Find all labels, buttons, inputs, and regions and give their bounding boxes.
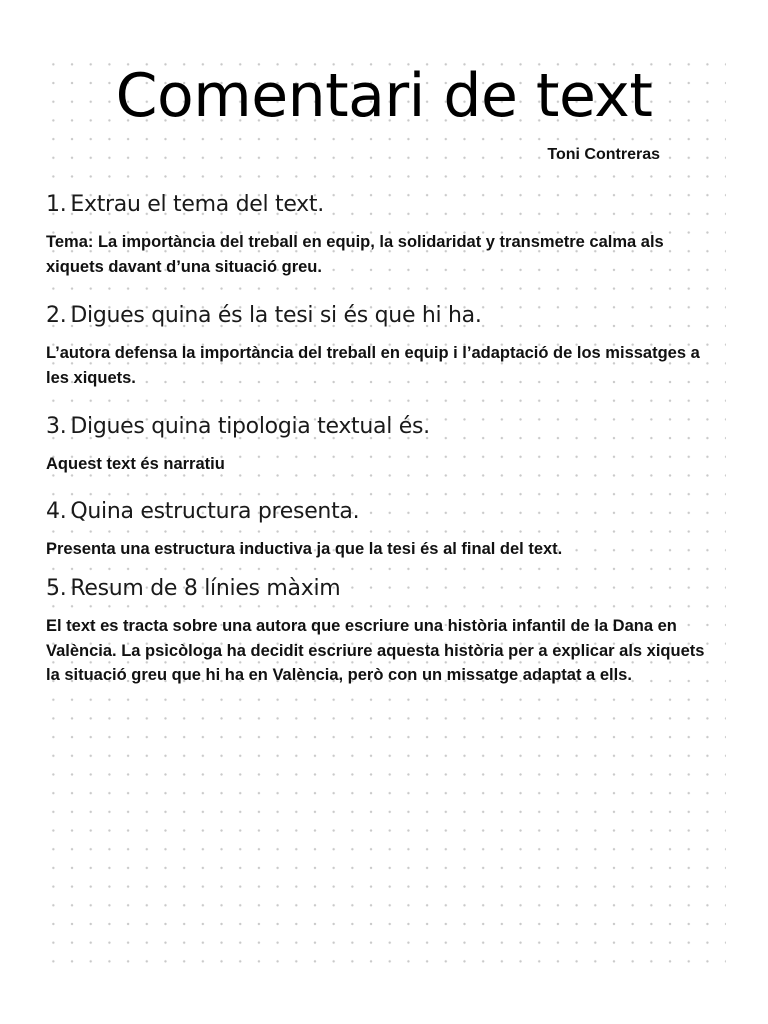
question-5-text: Resum de 8 línies màxim bbox=[70, 576, 341, 601]
question-4 bbox=[46, 497, 706, 527]
answer-5: El text es tracta sobre una autora que escriure una història infantil de la Dana en València. La psicòloga ha decidit escriure aquesta història per a explicar als xiquets la situació greu que hi ha en València, però con un missatge adaptat a ells. bbox=[46, 617, 705, 684]
section-4 bbox=[46, 497, 706, 562]
author-name: Toni Contreras bbox=[547, 146, 660, 163]
question-3-text: Digues quina tipologia textual és. bbox=[70, 414, 430, 439]
question-1-text: Extrau el tema del text. bbox=[70, 192, 324, 217]
answer-2: L’autora defensa la importància del treball en equip i l’adaptació de los missatges a les xiquets. bbox=[46, 344, 700, 387]
question-3 bbox=[46, 412, 706, 442]
question-1-number: 1. bbox=[46, 192, 67, 217]
answer-1: Tema: La importància del treball en equip, la solidaridat y transmetre calma als xiquets davant d’una situació greu. bbox=[46, 233, 664, 276]
question-2-text: Digues quina és la tesi si és que hi ha. bbox=[70, 303, 482, 328]
section-2 bbox=[46, 301, 706, 390]
question-2 bbox=[46, 301, 706, 331]
answer-3: Aquest text és narratiu bbox=[46, 455, 225, 473]
section-1 bbox=[46, 190, 706, 279]
document-title: Comentari de text bbox=[115, 61, 653, 131]
question-4-text: Quina estructura presenta. bbox=[70, 499, 360, 524]
question-4-number: 4. bbox=[46, 499, 67, 524]
question-1 bbox=[46, 190, 706, 220]
question-2-number: 2. bbox=[46, 303, 67, 328]
answer-4: Presenta una estructura inductiva ja que la tesi és al final del text. bbox=[46, 540, 563, 558]
section-5 bbox=[46, 574, 706, 688]
question-5 bbox=[46, 574, 706, 604]
question-3-number: 3. bbox=[46, 414, 67, 439]
section-3 bbox=[46, 412, 706, 477]
question-5-number: 5. bbox=[46, 576, 67, 601]
